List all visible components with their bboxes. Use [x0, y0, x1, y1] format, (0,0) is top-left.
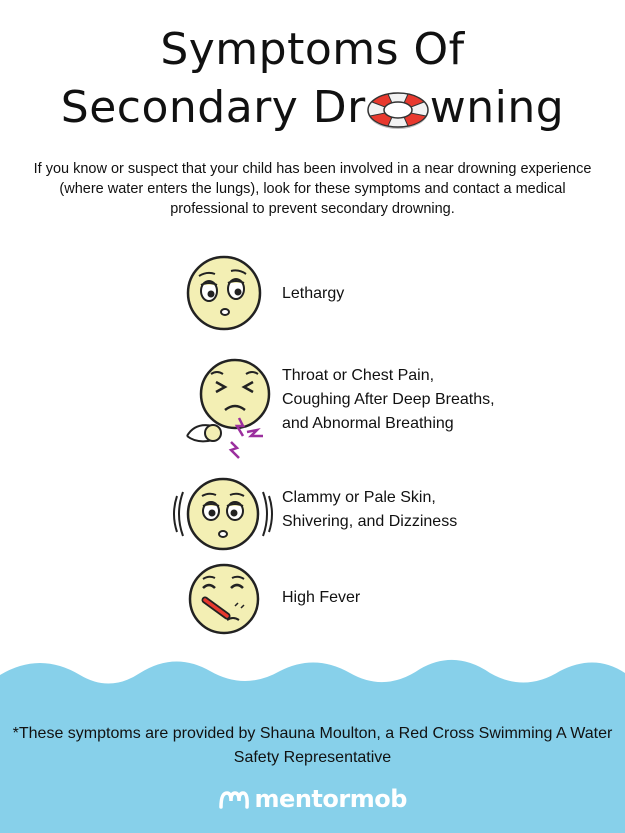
pained-face-icon	[183, 356, 275, 462]
symptom-item	[175, 254, 575, 344]
symptom-item	[175, 356, 575, 466]
tired-face-icon	[185, 254, 263, 332]
dizzy-face-icon	[173, 474, 273, 554]
brand-logo	[0, 785, 625, 813]
symptom-label-clammy: Clammy or Pale Skin, Shivering, and Dizziness	[282, 489, 458, 530]
life-ring-icon	[366, 90, 430, 130]
title-line-2	[0, 82, 625, 133]
source-footnote: *These symptoms are provided by Shauna Moulton, a Red Cross Swimming A Water Safety Representative	[12, 725, 613, 766]
symptom-item	[175, 562, 575, 640]
symptom-label-lethargy: Lethargy	[282, 285, 345, 302]
intro-paragraph: If you know or suspect that your child has been involved in a near drowning experience (where water enters the lungs), look for these symptoms and contact a medical professional to prevent secondary drowning.	[33, 161, 592, 217]
fever-face-icon	[187, 562, 261, 636]
symptom-label-fever: High Fever	[282, 589, 361, 606]
symptom-item	[175, 474, 575, 554]
brand-name: mentormob	[254, 785, 407, 813]
title-line-1: Symptoms Of	[160, 24, 465, 75]
mentormob-logo-icon	[218, 787, 250, 811]
symptom-label-throat-chest: Throat or Chest Pain, Coughing After Deep Breaths, and Abnormal Breathing	[282, 367, 495, 432]
title-line-2-start: Secondary Dr	[60, 82, 366, 133]
title-line-2-end: wning	[429, 82, 565, 133]
